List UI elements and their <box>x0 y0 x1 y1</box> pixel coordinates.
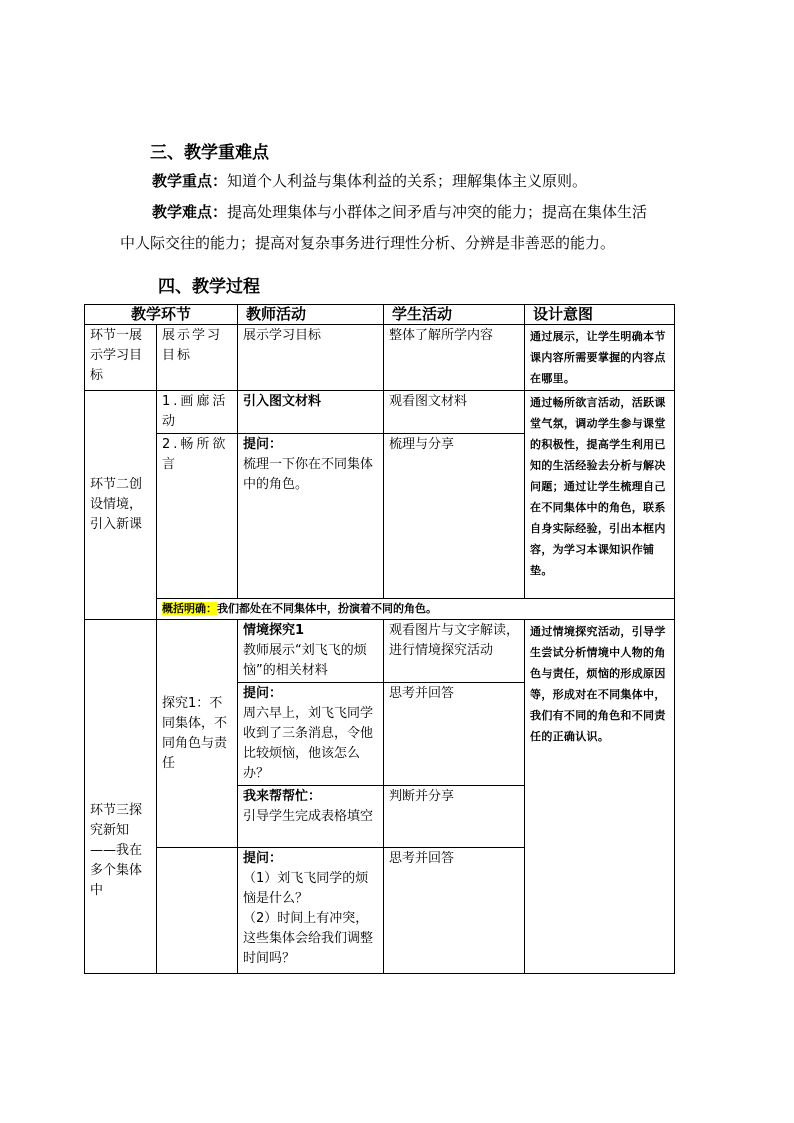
stage2-teacher2-label: 提问： <box>243 437 283 452</box>
stage2-teacher2-text: 梳理一下你在不同集体中的角色。 <box>243 457 374 492</box>
section-3-heading: 三、教学重难点 <box>150 143 269 163</box>
stage3-teacher4-text2: （2）时间上有冲突，这些集体会给我们调整时间吗？ <box>243 911 374 966</box>
header-student: 学生活动 <box>384 305 525 325</box>
stage3-teacher3-text: 引导学生完成表格填空 <box>243 809 374 824</box>
table-row-stage2-summary <box>85 599 675 620</box>
key-point-paragraph <box>152 170 587 191</box>
difficulty-paragraph-line2: 中人际交往的能力；提高对复杂事务进行理性分析、分辨是非善恶的能力。 <box>120 234 616 252</box>
stage3-teacher1-label: 情境探究1 <box>243 623 305 638</box>
table-header-row <box>85 305 675 325</box>
table-row-stage1 <box>85 325 675 391</box>
stage1-name: 环节一展示学习目标 <box>85 325 157 391</box>
stage3-sub-continued <box>157 848 238 974</box>
summary-text: 我们都处在不同集体中，扮演着不同的角色。 <box>217 602 437 615</box>
stage2-summary <box>157 599 675 620</box>
stage3-name: 环节三探究新知——我在多个集体中 <box>85 620 157 974</box>
stage1-sub: 展示学习目标 <box>157 325 238 391</box>
stage3-teacher2-label: 提问： <box>243 686 283 701</box>
stage3-teacher3 <box>238 786 384 848</box>
stage2-sub2: 2.畅所欲言 <box>157 434 238 599</box>
stage1-student: 整体了解所学内容 <box>384 325 525 391</box>
stage2-teacher2 <box>238 434 384 599</box>
key-point-label: 教学重点： <box>152 172 228 190</box>
stage3-teacher3-label: 我来帮帮忙： <box>243 789 322 804</box>
header-design: 设计意图 <box>525 305 675 325</box>
stage3-teacher4-text1: （1）刘飞飞同学的烦恼是什么？ <box>243 871 369 906</box>
stage2-name: 环节二创设情境，引入新课 <box>85 391 157 620</box>
summary-label: 概括明确： <box>162 602 217 615</box>
table-row-stage3-a <box>85 620 675 683</box>
stage3-student1: 观看图片与文字解读，进行情境探究活动 <box>384 620 525 683</box>
teaching-process-table <box>84 304 675 974</box>
stage3-student4: 思考并回答 <box>384 848 525 974</box>
section-4-heading: 四、教学过程 <box>158 277 260 297</box>
stage2-student1: 观看图文材料 <box>384 391 525 434</box>
stage2-teacher1: 引入图文材料 <box>238 391 384 434</box>
stage1-teacher: 展示学习目标 <box>238 325 384 391</box>
difficulty-label: 教学难点： <box>152 203 228 221</box>
stage3-student3: 判断并分享 <box>384 786 525 848</box>
stage2-student2: 梳理与分享 <box>384 434 525 599</box>
header-stage: 教学环节 <box>85 305 238 325</box>
stage3-teacher2-text: 周六早上，刘飞飞同学收到了三条消息，令他比较烦恼，他该怎么办？ <box>243 706 374 781</box>
stage3-teacher2 <box>238 683 384 786</box>
key-point-text: 知道个人利益与集体利益的关系；理解集体主义原则。 <box>227 172 588 190</box>
difficulty-paragraph <box>152 201 647 222</box>
difficulty-text-line1: 提高处理集体与小群体之间矛盾与冲突的能力；提高在集体生活 <box>227 203 648 221</box>
stage3-teacher4 <box>238 848 384 974</box>
stage2-sub1: 1.画廊活动 <box>157 391 238 434</box>
stage1-design: 通过展示，让学生明确本节课内容所需要掌握的内容点在哪里。 <box>525 325 675 391</box>
stage3-teacher1 <box>238 620 384 683</box>
header-teacher: 教师活动 <box>238 305 384 325</box>
stage2-design: 通过畅所欲言活动，活跃课堂气氛，调动学生参与课堂的积极性，提高学生利用已知的生活经验去分析与解决问题；通过让学生梳理自己在不同集体中的角色，联系自身实际经验，引出本框内容，为学习本课知识作铺垫。 <box>525 391 675 599</box>
stage3-student2: 思考并回答 <box>384 683 525 786</box>
stage3-sub: 探究1：不同集体，不同角色与责任 <box>157 620 238 848</box>
stage3-teacher4-label: 提问： <box>243 851 283 866</box>
stage3-design: 通过情境探究活动，引导学生尝试分析情境中人物的角色与责任，烦恼的形成原因等，形成对在不同集体中，我们有不同的角色和不同责任的正确认识。 <box>525 620 675 974</box>
table-row-stage2-a <box>85 391 675 434</box>
stage3-teacher1-text: 教师展示“刘飞飞的烦恼”的相关材料 <box>243 643 367 678</box>
